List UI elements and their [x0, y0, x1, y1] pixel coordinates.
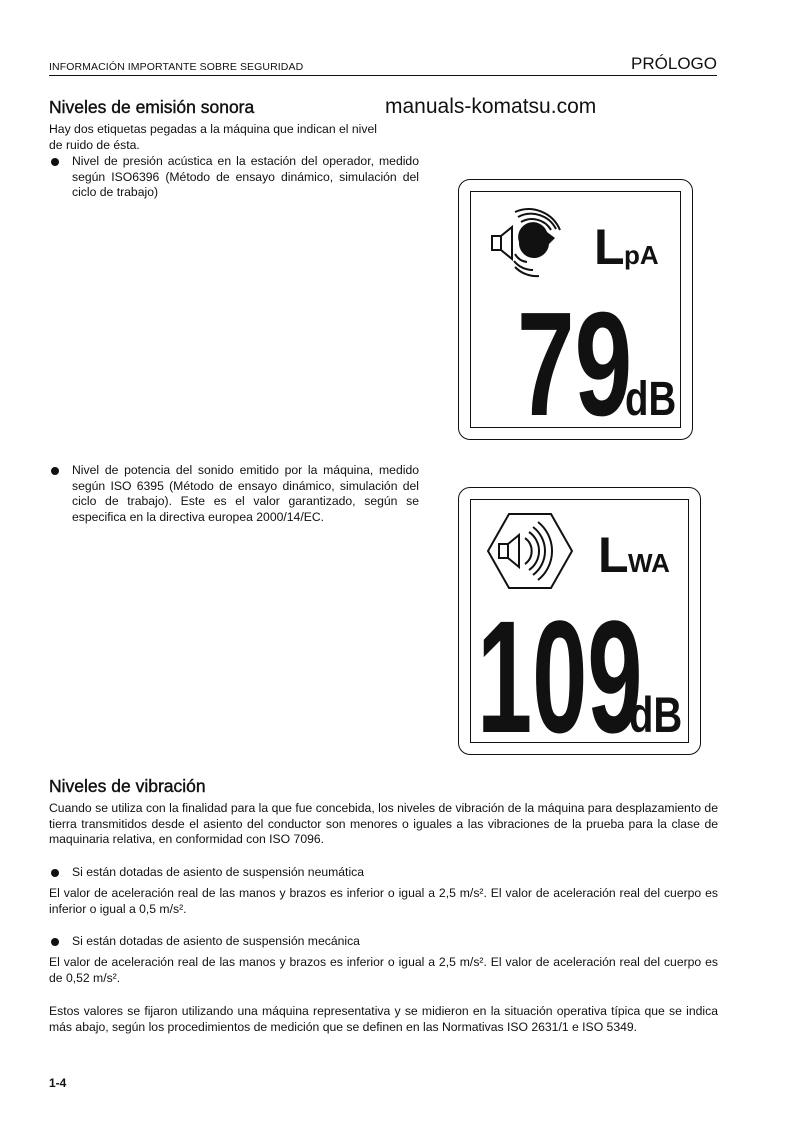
header-chapter-title: PRÓLOGO — [631, 54, 717, 73]
vibration-mechanical-values: El valor de aceleración real de las manos y brazos es inferior o igual a 2,5 m/s². El valor de aceleración real del cuerpo es de 0,52 m/s². — [49, 955, 718, 985]
header-divider — [49, 75, 717, 76]
noise-intro — [49, 122, 419, 153]
page-number: 1-4 — [49, 1076, 67, 1090]
speaker-operator-head-icon — [492, 209, 560, 276]
lpa-noise-label — [458, 179, 693, 440]
noise-intro-line-2: de ruido de ésta. — [49, 137, 140, 152]
lwa-unit: dB — [629, 686, 683, 744]
noise-bullet-power — [49, 463, 419, 525]
vibration-pneumatic-values: El valor de aceleración real de las manos y brazos es inferior o igual a 2,5 m/s². El valor de aceleración real del cuerpo es inferior o igual a 0,5 m/s². — [49, 886, 718, 916]
lpa-symbol-main: L — [594, 219, 625, 275]
speaker-hexagon-icon — [488, 514, 572, 588]
noise-intro-line-1: Hay dos etiquetas pegadas a la máquina que indican el nivel — [49, 122, 377, 136]
lpa-symbol-sub: pA — [624, 240, 659, 270]
bullet-dot — [51, 467, 59, 475]
lwa-symbol-sub: WA — [628, 548, 670, 578]
vibration-section-title: Niveles de vibración — [49, 776, 206, 796]
lwa-symbol-main: L — [598, 527, 629, 583]
bullet-dot — [51, 158, 59, 166]
noise-section-title: Niveles de emisión sonora — [49, 97, 255, 117]
lwa-label-graphic — [459, 488, 702, 756]
header-section-title: INFORMACIÓN IMPORTANTE SOBRE SEGURIDAD — [49, 61, 304, 73]
lpa-value: 79 — [517, 281, 633, 441]
lpa-label-graphic — [459, 180, 694, 441]
vibration-bullet-pneumatic-text: Si están dotadas de asiento de suspensión neumática — [72, 865, 365, 879]
noise-bullet-pressure-text: Nivel de presión acústica en la estación del operador, medido según ISO6396 (Método de ensayo dinámico, simulación del ciclo de trabajo) — [72, 154, 419, 200]
watermark-url: manuals-komatsu.com — [385, 95, 597, 118]
vibration-intro: Cuando se utiliza con la finalidad para la que fue concebida, los niveles de vibración de la máquina para desplazamiento de tierra transmitidos desde el asiento del conductor son menores o iguales a las vibraciones de la prueba para la clase de maquinaria relativa, en conformidad con ISO 7096. — [49, 801, 718, 847]
vibration-closing: Estos valores se fijaron utilizando una máquina representativa y se midieron en la situación operativa típica que se indica más abajo, según los procedimientos de medición que se definen en las Normativas ISO 2631/1 e ISO 5349. — [49, 1004, 718, 1034]
noise-bullet-pressure — [49, 154, 419, 201]
lwa-noise-label — [458, 487, 701, 755]
vibration-bullet-mechanical — [49, 934, 718, 950]
lwa-value: 109 — [477, 587, 643, 756]
bullet-dot — [51, 869, 59, 877]
noise-bullet-power-text: Nivel de potencia del sonido emitido por la máquina, medido según ISO 6395 (Método de ensayo dinámico, simulación del ciclo de trabajo). Este es el valor garantizado, según se especifica en la directiva europea 2000/14/EC. — [72, 463, 419, 524]
vibration-bullet-mechanical-text: Si están dotadas de asiento de suspensión mecánica — [72, 934, 360, 948]
bullet-dot — [51, 938, 59, 946]
vibration-bullet-pneumatic — [49, 865, 718, 881]
lpa-unit: dB — [625, 373, 677, 427]
